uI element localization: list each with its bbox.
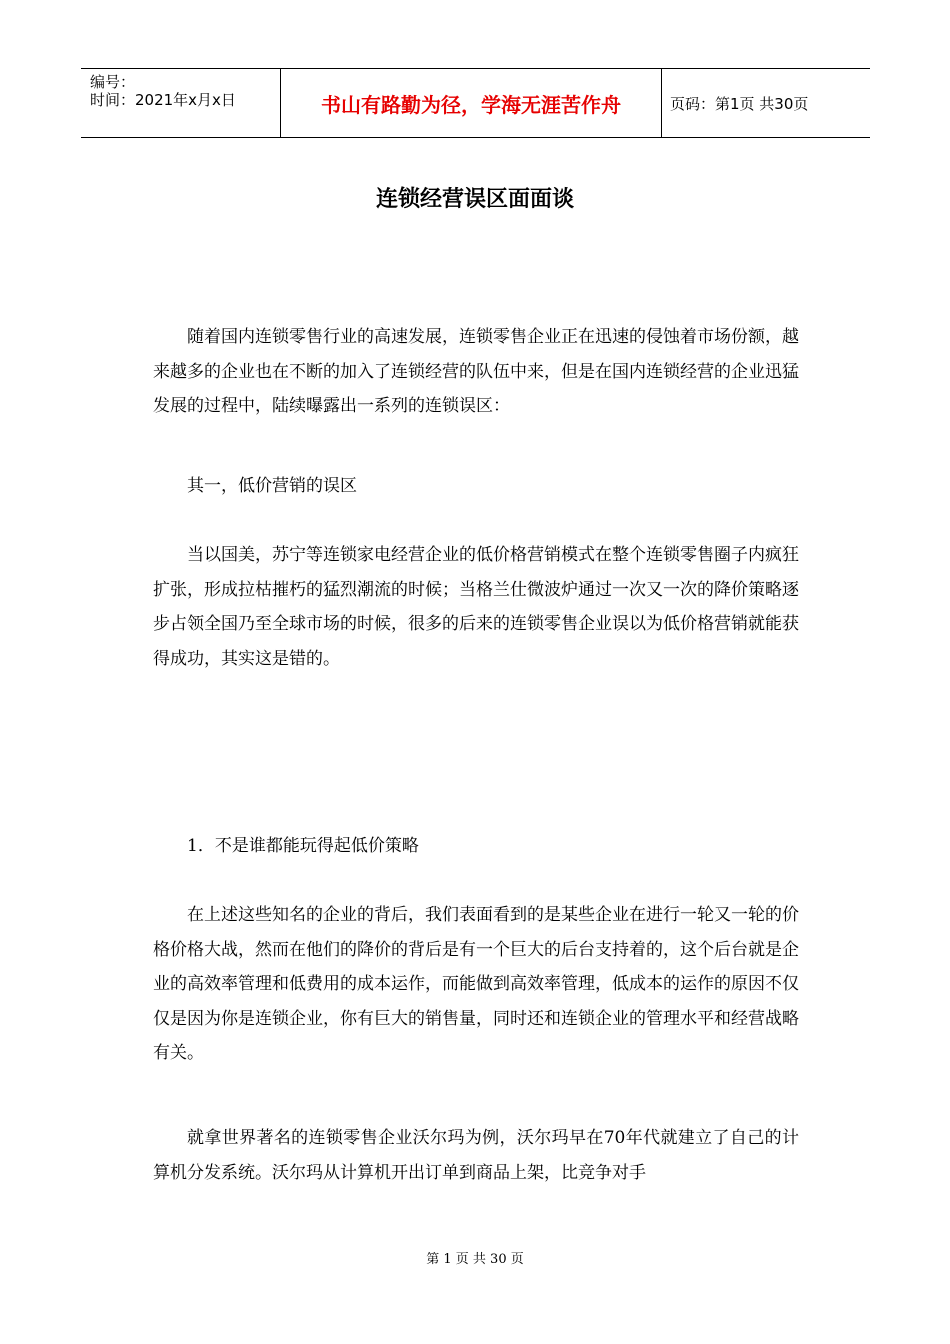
document-title: 连锁经营误区面面谈 [375,186,574,212]
doc-date: 时间：2021年x月x日 [90,91,236,109]
subsection-heading-1: 1．不是谁都能玩得起低价策略 [187,836,419,856]
header-meta [81,69,281,137]
doc-number-label: 编号： [90,73,136,91]
header-motto: 书山有路勤为径，学海无涯苦作舟 [281,69,662,137]
paragraph-intro: 随着国内连锁零售行业的高速发展，连锁零售企业正在迅速的侵蚀着市场份额，越来越多的企业也在不断的加入了连锁经营的队伍中来，但是在国内连锁经营的企业迅猛发展的过程中，陆续曝露出一系列的连锁误区： [153,327,799,416]
page-footer: 第 1 页 共 30 页 [426,1252,524,1267]
paragraph-walmart: 就拿世界著名的连锁零售企业沃尔玛为例，沃尔玛早在70年代就建立了自己的计算机分发系统。沃尔玛从计算机开出订单到商品上架，比竞争对手 [153,1128,799,1183]
paragraph-low-price: 当以国美，苏宁等连锁家电经营企业的低价格营销模式在整个连锁零售圈子内疯狂扩张，形成拉枯摧朽的猛烈潮流的时候；当格兰仕微波炉通过一次又一次的降价策略逐步占领全国乃至全球市场的时候，很多的后来的连锁零售企业误以为低价格营销就能获得成功，其实这是错的。 [153,545,799,669]
section-heading-1: 其一，低价营销的误区 [187,476,357,496]
header-page-info: 页码：第1页 共30页 [670,94,809,113]
page-header [81,68,870,138]
paragraph-background: 在上述这些知名的企业的背后，我们表面看到的是某些企业在进行一轮又一轮的价格价格大战，然而在他们的降价的背后是有一个巨大的后台支持着的，这个后台就是企业的高效率管理和低费用的成本运作，而能做到高效率管理，低成本的运作的原因不仅仅是因为你是连锁企业，你有巨大的销售量，同时还和连锁企业的管理水平和经营战略有关。 [153,905,799,1063]
